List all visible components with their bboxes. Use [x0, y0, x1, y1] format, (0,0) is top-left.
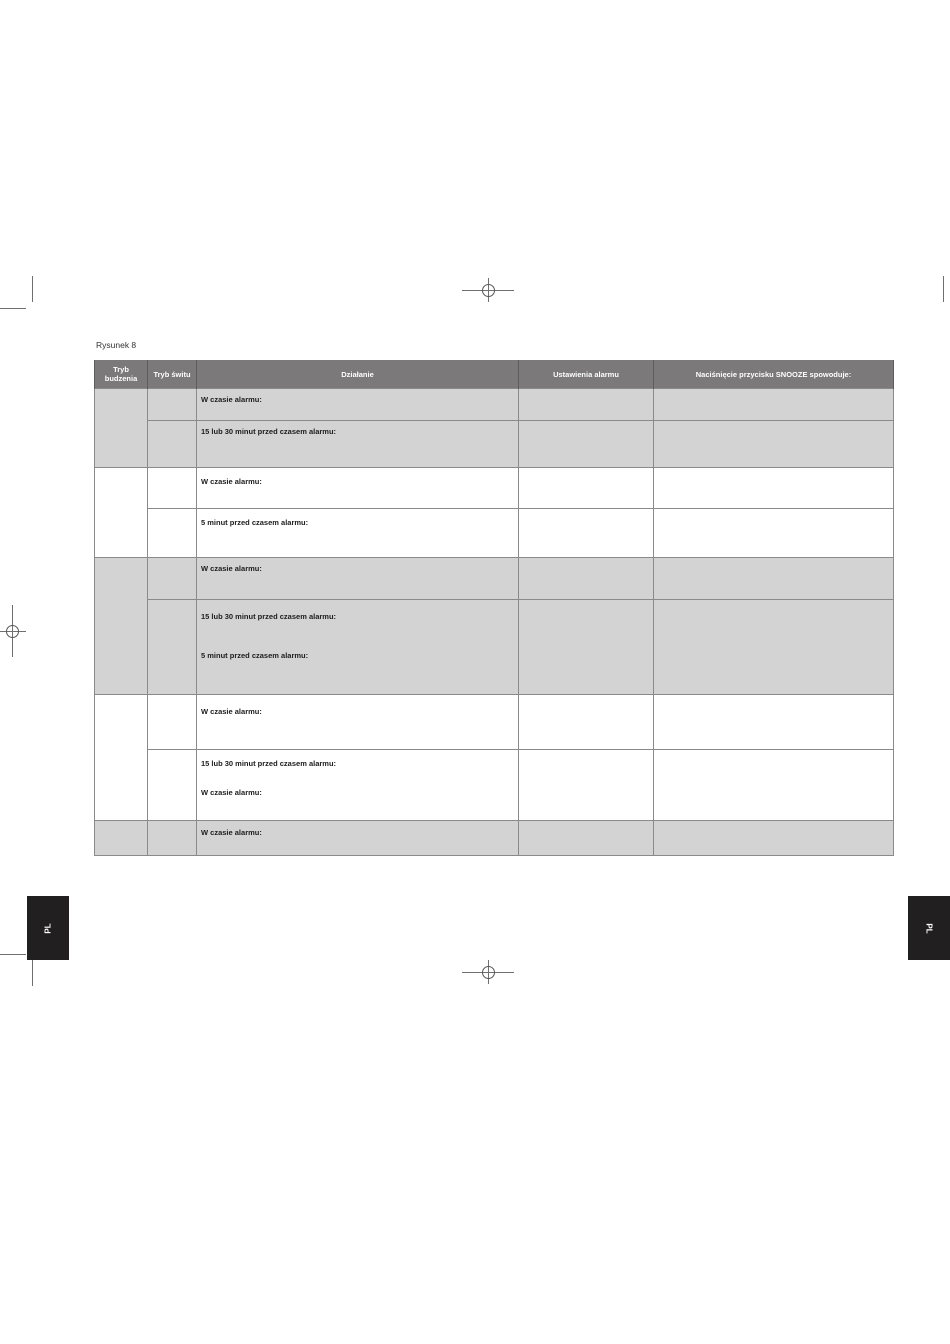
action-cell: [197, 558, 519, 600]
action-cell: [197, 421, 519, 468]
wake-mode-cell: [95, 389, 148, 468]
crop-mark: [943, 276, 944, 302]
language-tab-label: PL: [924, 922, 934, 934]
snooze-cell: [654, 468, 894, 509]
table-row: [95, 695, 894, 750]
condition-label: 15 lub 30 minut przed czasem alarmu:: [201, 759, 337, 768]
table-row: [95, 750, 894, 821]
condition-label: 15 lub 30 minut przed czasem alarmu:: [201, 612, 337, 621]
header-alarm-settings: Ustawienia alarmu: [519, 360, 654, 389]
condition-label: 15 lub 30 minut przed czasem alarmu:: [201, 427, 337, 436]
action-cell: [197, 468, 519, 509]
table-row: [95, 509, 894, 558]
wake-mode-cell: [95, 821, 148, 856]
dawn-mode-cell: [148, 509, 197, 558]
snooze-cell: [654, 600, 894, 695]
language-tab-right: [908, 896, 950, 960]
table-row: [95, 821, 894, 856]
table-row: [95, 558, 894, 600]
dawn-mode-cell: [148, 821, 197, 856]
registration-circle-icon: [482, 284, 495, 297]
action-cell: [197, 509, 519, 558]
figure-label: Rysunek 8: [96, 340, 137, 350]
alarm-settings-cell: [519, 821, 654, 856]
crop-mark: [0, 954, 26, 955]
dawn-mode-cell: [148, 750, 197, 821]
wake-mode-cell: [95, 695, 148, 821]
condition-label: W czasie alarmu:: [201, 395, 262, 404]
wake-mode-cell: [95, 558, 148, 695]
dawn-mode-cell: [148, 695, 197, 750]
crop-mark: [32, 276, 33, 302]
snooze-cell: [654, 509, 894, 558]
snooze-cell: [654, 821, 894, 856]
alarm-settings-cell: [519, 509, 654, 558]
language-tab-left: [27, 896, 69, 960]
condition-label: W czasie alarmu:: [201, 564, 262, 573]
snooze-cell: [654, 389, 894, 421]
header-wake-mode: Tryb budzenia: [95, 360, 148, 389]
alarm-settings-cell: [519, 695, 654, 750]
language-tab-label: PL: [43, 922, 53, 934]
crop-mark: [32, 960, 33, 986]
alarm-settings-cell: [519, 600, 654, 695]
snooze-cell: [654, 421, 894, 468]
condition-label: W czasie alarmu:: [201, 828, 262, 837]
dawn-mode-cell: [148, 421, 197, 468]
wake-mode-cell: [95, 468, 148, 558]
snooze-cell: [654, 750, 894, 821]
condition-label: W czasie alarmu:: [201, 788, 262, 797]
snooze-cell: [654, 695, 894, 750]
condition-label: W czasie alarmu:: [201, 707, 262, 716]
action-cell: [197, 695, 519, 750]
table-header-row: [95, 360, 894, 389]
header-dawn-mode: Tryb świtu: [148, 360, 197, 389]
action-cell: [197, 821, 519, 856]
alarm-settings-cell: [519, 389, 654, 421]
alarm-settings-cell: [519, 468, 654, 509]
table-row: [95, 421, 894, 468]
dawn-mode-cell: [148, 558, 197, 600]
action-cell: [197, 750, 519, 821]
action-cell: [197, 600, 519, 695]
table-row: [95, 389, 894, 421]
alarm-settings-cell: [519, 750, 654, 821]
condition-label: 5 minut przed czasem alarmu:: [201, 518, 309, 527]
registration-circle-icon: [482, 966, 495, 979]
crop-mark: [0, 308, 26, 309]
alarm-settings-cell: [519, 558, 654, 600]
header-action: Działanie: [197, 360, 519, 389]
alarm-settings-cell: [519, 421, 654, 468]
table-row: [95, 468, 894, 509]
alarm-table: [94, 360, 894, 856]
action-cell: [197, 389, 519, 421]
snooze-cell: [654, 558, 894, 600]
header-snooze: Naciśnięcie przycisku SNOOZE spowoduje:: [654, 360, 894, 389]
table-row: [95, 600, 894, 695]
condition-label: 5 minut przed czasem alarmu:: [201, 651, 309, 660]
dawn-mode-cell: [148, 600, 197, 695]
registration-circle-icon: [6, 625, 19, 638]
condition-label: W czasie alarmu:: [201, 477, 262, 486]
dawn-mode-cell: [148, 468, 197, 509]
dawn-mode-cell: [148, 389, 197, 421]
